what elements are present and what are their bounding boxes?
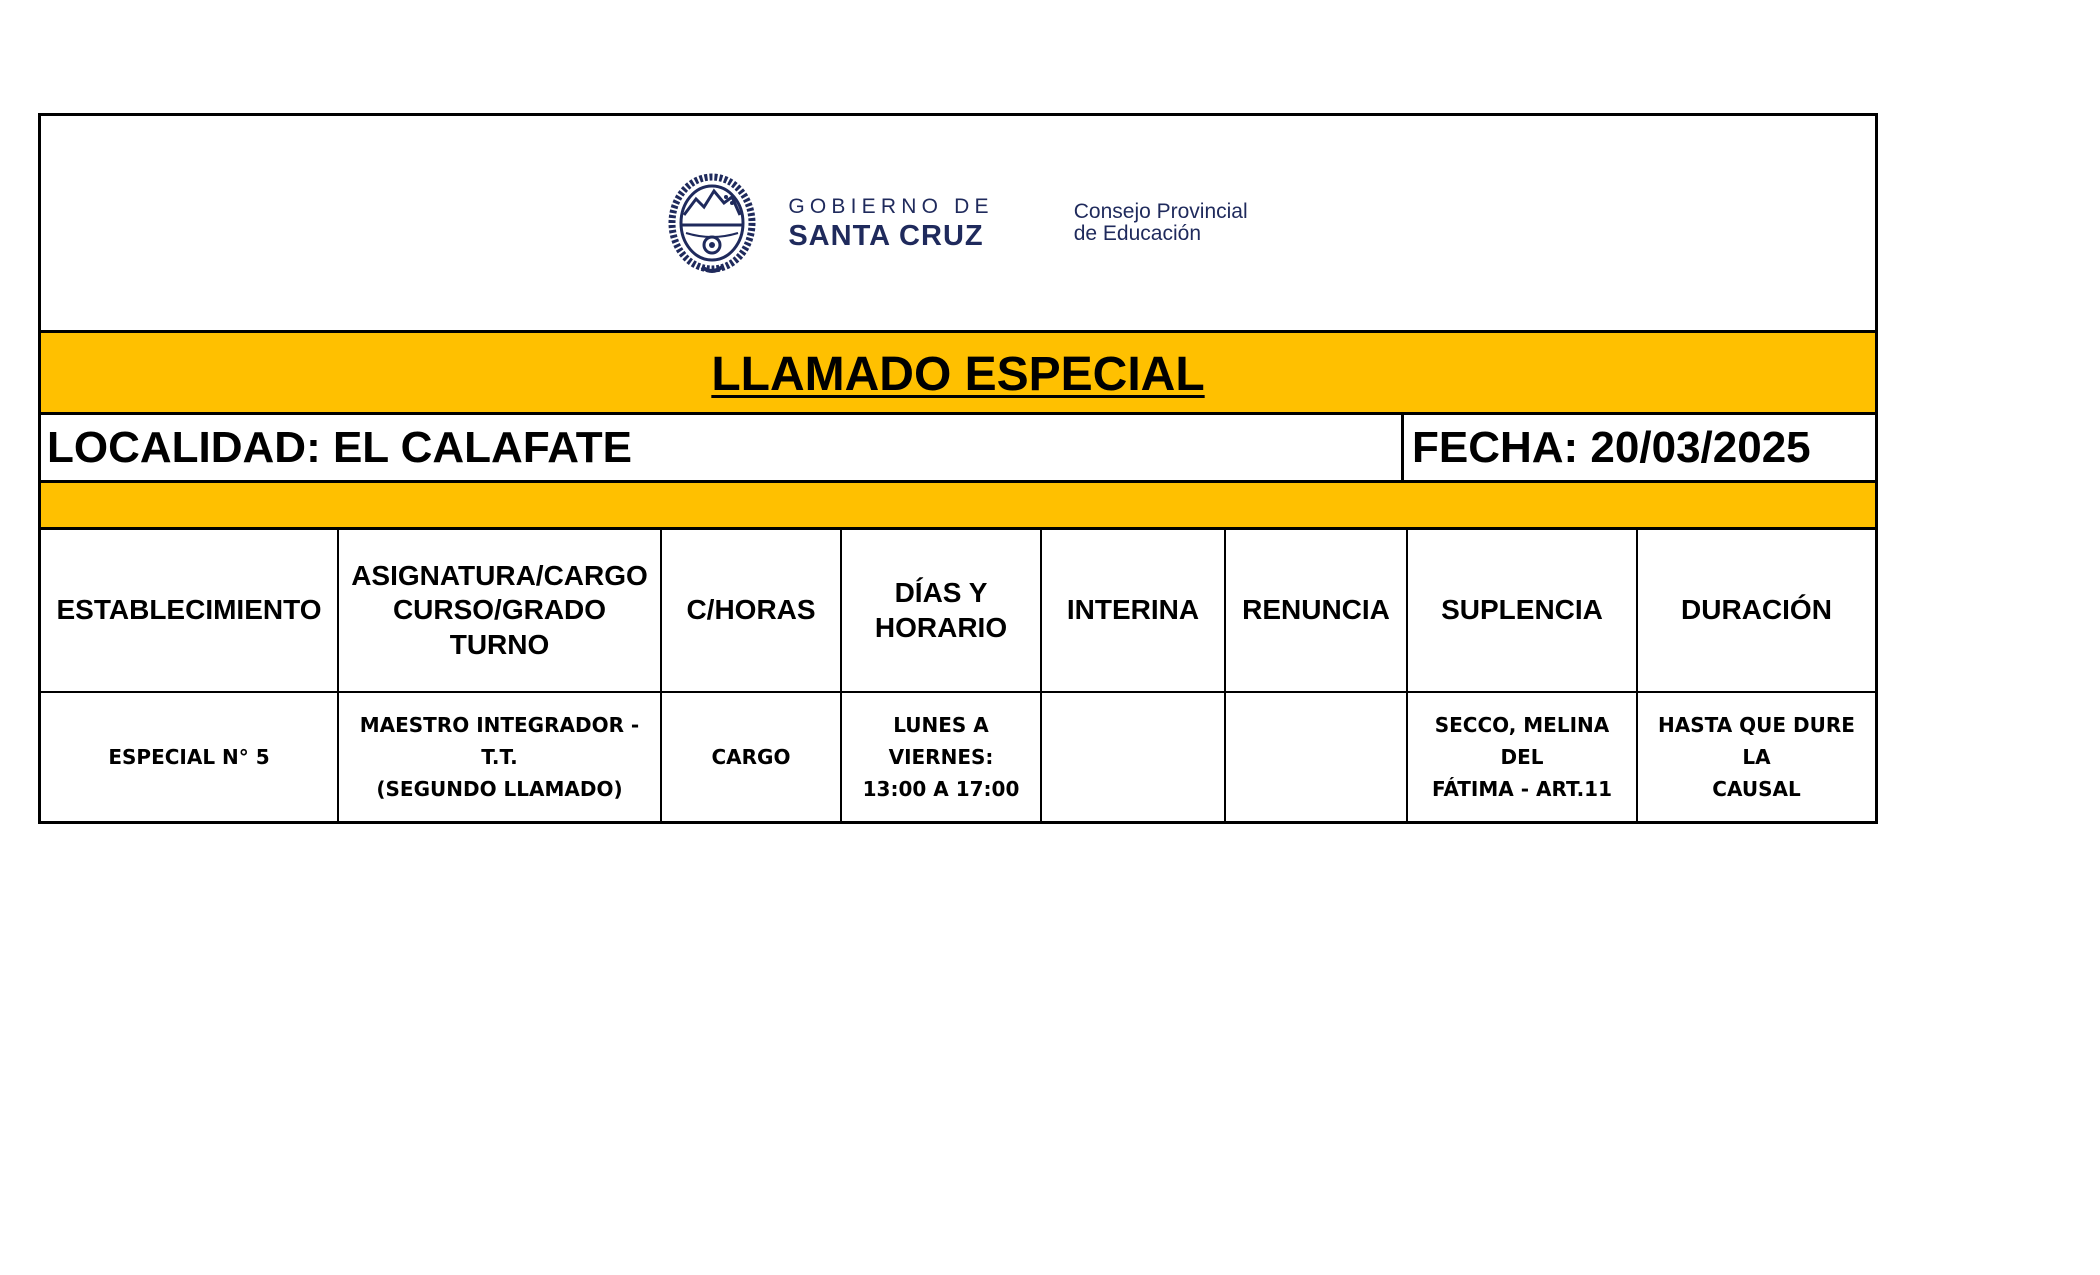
table-cell (41, 692, 338, 821)
council-line-1: Consejo Provincial (1073, 199, 1248, 223)
column-header (1225, 530, 1407, 692)
cell-line: RENUNCIA (1242, 594, 1390, 626)
cell-line: FÁTIMA - ART.11 (1432, 777, 1612, 801)
location-date-row (41, 415, 1875, 483)
cell-line: SUPLENCIA (1441, 594, 1603, 626)
cell-line: HORARIO (874, 611, 1008, 643)
government-logo (662, 169, 1247, 277)
title-band (41, 333, 1875, 415)
table-cell (1225, 692, 1407, 821)
cell-line: CAUSAL (1712, 777, 1801, 801)
cell-line: ESTABLECIMIENTO (56, 594, 322, 626)
table-cell (661, 692, 841, 821)
positions-table (41, 530, 1875, 821)
cell-line: TURNO (449, 628, 550, 660)
table-cell (841, 692, 1041, 821)
column-header (1041, 530, 1225, 692)
cell-line: (SEGUNDO LLAMADO) (376, 777, 623, 801)
table-body (41, 692, 1875, 821)
table-cell (1041, 692, 1225, 821)
column-header (661, 530, 841, 692)
cell-line: 13:00 A 17:00 (862, 777, 1020, 801)
date-label: FECHA: 20/03/2025 (1412, 422, 1811, 472)
cell-line: ASIGNATURA/CARGO (351, 560, 648, 592)
cell-line: LUNES A VIERNES: (888, 713, 994, 769)
cell-line: DURACIÓN (1681, 594, 1832, 626)
government-line-2: SANTA CRUZ (788, 219, 984, 252)
cell-line: CARGO (711, 745, 791, 769)
table-cell (1407, 692, 1637, 821)
column-header (1407, 530, 1637, 692)
announcement-sheet (38, 113, 1878, 824)
page-title: LLAMADO ESPECIAL (711, 348, 1205, 401)
government-line-1: GOBIERNO DE (788, 194, 994, 218)
cell-line: CURSO/GRADO (392, 594, 607, 626)
column-header (1637, 530, 1875, 692)
table-cell (1637, 692, 1875, 821)
locality-label: LOCALIDAD: EL CALAFATE (41, 415, 1404, 480)
cell-line: ESPECIAL N° 5 (108, 745, 270, 769)
cell-line: DÍAS Y (894, 577, 988, 609)
table-header-row (41, 530, 1875, 692)
council-line-2: de Educación (1073, 222, 1201, 245)
table-row (41, 692, 1875, 821)
council-name (1074, 201, 1248, 245)
santa-cruz-coat-of-arms-icon (662, 169, 762, 277)
cell-line: INTERINA (1066, 594, 1200, 626)
cell-line: SECCO, MELINA DEL (1434, 713, 1610, 769)
government-name (788, 196, 993, 251)
cell-line: MAESTRO INTEGRADOR - T.T. (359, 713, 640, 769)
spacer-band (41, 483, 1875, 530)
cell-line: C/HORAS (686, 594, 816, 626)
column-header (338, 530, 661, 692)
column-header (41, 530, 338, 692)
table-cell (338, 692, 661, 821)
cell-line: HASTA QUE DURE LA (1658, 713, 1855, 769)
header (41, 116, 1875, 333)
column-header (841, 530, 1041, 692)
